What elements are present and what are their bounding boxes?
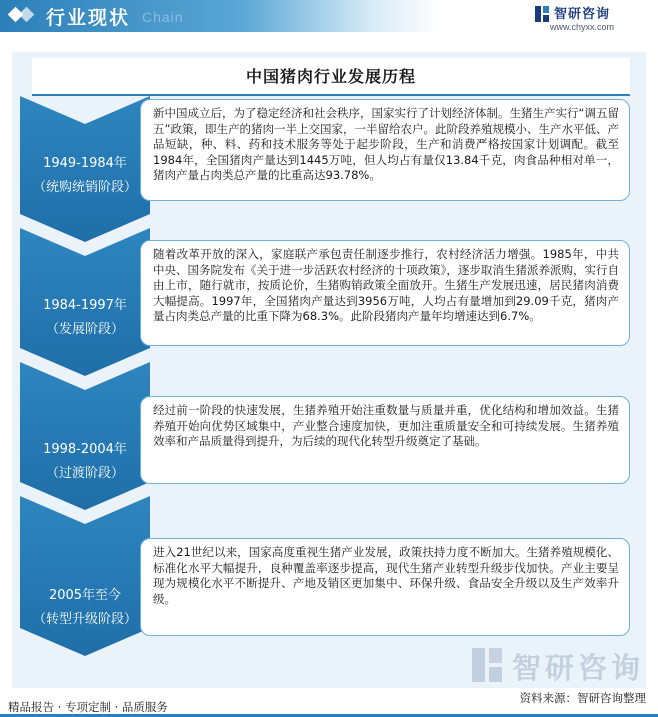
stage-period: 1998-2004年 bbox=[43, 442, 127, 457]
stage-phase: （发展阶段） bbox=[45, 322, 124, 337]
stage-1949-1984 bbox=[20, 96, 150, 242]
stage-phase: （过渡阶段） bbox=[45, 466, 124, 481]
header-banner bbox=[0, 0, 440, 32]
stage-period: 2005年至今 bbox=[48, 588, 122, 603]
footer bbox=[0, 697, 658, 717]
footer-links: 精品报告 · 专项定制 · 品质服务 bbox=[8, 700, 168, 714]
brand bbox=[534, 3, 644, 39]
header-watermark: Chain bbox=[142, 9, 184, 25]
stage-period: 1984-1997年 bbox=[43, 298, 127, 313]
source-note: 资料来源：智研咨询整理 bbox=[519, 691, 646, 705]
stage-description: 进入21世纪以来，国家高度重视生猪产业发展，政策扶持力度不断加大。生猪养殖规模化、标准化水平大幅提升，良种覆盖率逐步提高，现代生猪产业转型升级步伐加快。产业主要呈现为规模化水平不断提升、产地及销区更加集中、环保升级、食品安全升级以及生产效率升级。 bbox=[140, 538, 630, 636]
page-title: 中国猪肉行业发展历程 bbox=[32, 58, 630, 96]
section-title: 行业现状 bbox=[46, 7, 131, 29]
stage-phase: （统购统销阶段） bbox=[32, 180, 137, 195]
stage-phase: （转型升级阶段） bbox=[32, 612, 137, 627]
brand-name: 智研咨询 bbox=[554, 7, 611, 22]
zhiyan-watermark-icon bbox=[470, 646, 504, 684]
stage-period: 1949-1984年 bbox=[43, 156, 127, 171]
diamond-icons bbox=[10, 9, 40, 23]
stage-2005-now bbox=[20, 496, 150, 656]
stage-description: 新中国成立后，为了稳定经济和社会秩序，国家实行了计划经济体制。生猪生产实行“调五留五”政策，即生产的猪肉一半上交国家，一半留给农户。此阶段养殖规模小、生产水平低、产品短缺，种、料、药和技术服务等处于起步阶段，生产和消费严格按国家计划调配。截至1984年，全国猪肉产量达到1445万吨，但人均占有量仅13.84千克，肉食品种相对单一，猪肉产量占肉类总产量的比重高达93.78%。 bbox=[140, 99, 630, 201]
brand-url[interactable]: www.chyxx.com bbox=[550, 22, 615, 32]
watermark-text: 智研咨询 bbox=[512, 651, 645, 685]
stage-1998-2004 bbox=[20, 362, 150, 510]
zhiyan-logo-icon bbox=[534, 5, 550, 23]
stage-description: 经过前一阶段的快速发展，生猪养殖开始注重数量与质量并重，优化结构和增加效益。生猪养殖开始向优势区域集中，产业整合速度加快，更加注重质量安全和可持续发展。生猪养殖效率和产品质量得到提升，为后续的现代化转型升级奠定了基础。 bbox=[140, 396, 630, 484]
stage-description: 随着改革开放的深入，家庭联产承包责任制逐步推行，农村经济活力增强。1985年，中共中央、国务院发布《关于进一步活跃农村经济的十项政策》，逐步取消生猪派养派购，实行自由上市，随行就市，按质论价，生猪购销政策全面放开。生猪生产发展迅速，居民猪肉消费大幅提高。1997年，全国猪肉产量达到3956万吨，人均占有量增加到29.09千克，猪肉产量占肉类总产量的比重下降为68.3%。此阶段猪肉产量年均增速达到6.7%。 bbox=[140, 240, 630, 346]
main-panel bbox=[12, 52, 646, 688]
stage-1984-1997 bbox=[20, 228, 150, 376]
